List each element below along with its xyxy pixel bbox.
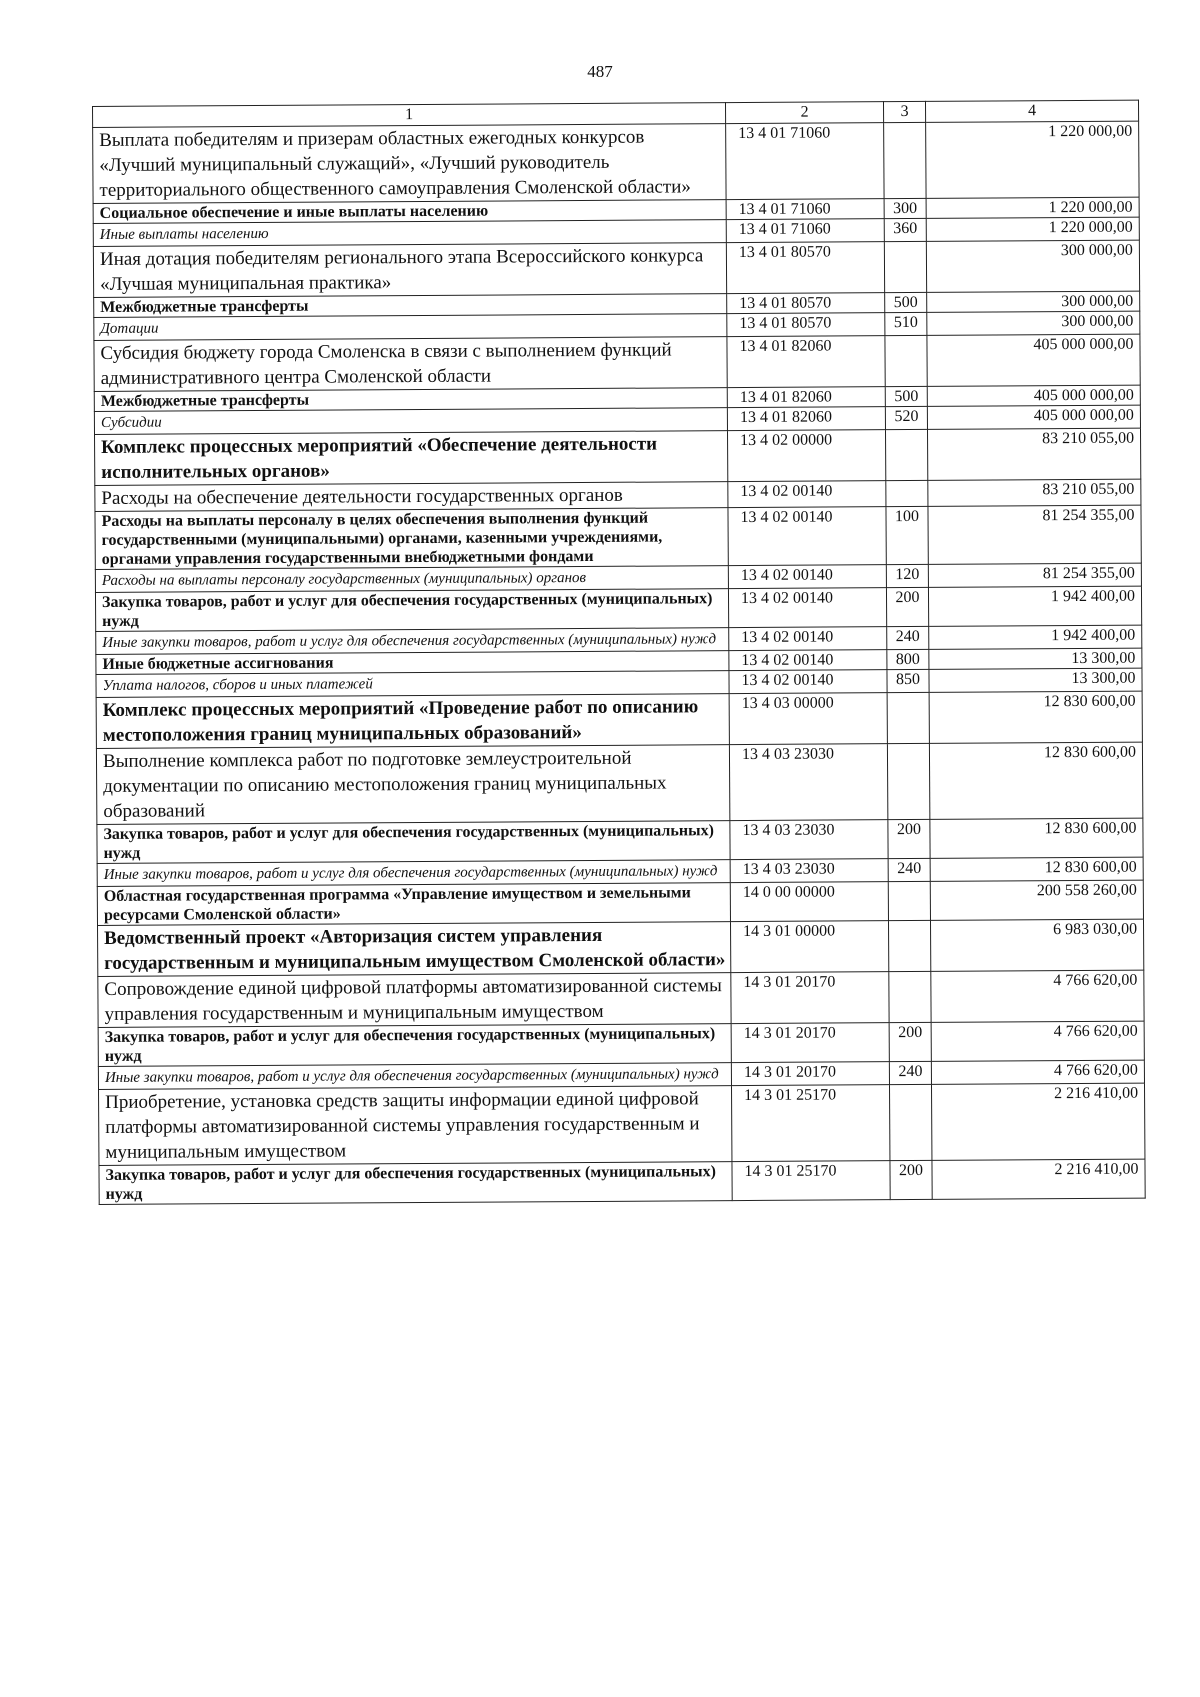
table-row: [98, 919, 1144, 976]
header-col-3: 3: [883, 101, 925, 122]
row-expense-type-cell: 510: [885, 312, 927, 335]
row-code-cell: 13 4 01 71060: [726, 219, 884, 243]
row-code-cell: 14 3 01 20170: [731, 972, 889, 1024]
row-expense-type-cell: [889, 1084, 931, 1160]
row-amount-cell: 405 000 000,00: [927, 385, 1140, 406]
row-name-cell: Расходы на выплаты персоналу в целях обеспечения выполнения функций государственными (муниципальными) органами, казенными учреждениями, органами управления государственными внебюджетными фондами: [95, 508, 728, 570]
budget-table: [92, 100, 1146, 1205]
table-body: [93, 121, 1146, 1204]
row-amount-cell: 13 300,00: [929, 648, 1142, 669]
row-amount-cell: 2 216 410,00: [932, 1159, 1145, 1199]
row-code-cell: 13 4 01 80570: [727, 293, 885, 314]
page-number: 487: [587, 62, 613, 81]
row-amount-cell: 1 942 400,00: [928, 586, 1141, 626]
row-amount-cell: 12 830 600,00: [930, 818, 1143, 858]
row-code-cell: 13 4 02 00140: [729, 670, 887, 694]
row-amount-cell: 6 983 030,00: [930, 919, 1143, 971]
row-amount-cell: 300 000,00: [927, 291, 1140, 312]
row-expense-type-cell: [887, 743, 929, 819]
row-code-cell: 14 3 01 20170: [731, 1062, 889, 1086]
row-code-cell: 13 4 01 82060: [727, 336, 885, 388]
row-name-cell: Социальное обеспечение и иные выплаты населению: [93, 200, 726, 224]
row-name-cell: Иные закупки товаров, работ и услуг для обеспечения государственных (муниципальных) нужд: [98, 1063, 731, 1090]
table-row: [95, 505, 1141, 569]
row-expense-type-cell: [888, 920, 930, 971]
row-name-cell: Иные выплаты населению: [93, 220, 726, 247]
row-expense-type-cell: 240: [887, 626, 929, 649]
row-expense-type-cell: 300: [884, 198, 926, 218]
row-code-cell: 14 3 01 25170: [732, 1161, 890, 1201]
row-amount-cell: 12 830 600,00: [929, 691, 1142, 743]
row-code-cell: 13 4 01 71060: [726, 199, 884, 220]
row-expense-type-cell: 850: [887, 669, 929, 692]
header-col-1: 1: [93, 103, 726, 128]
row-amount-cell: 4 766 620,00: [931, 1021, 1144, 1061]
row-expense-type-cell: [887, 692, 929, 743]
table-row: [97, 880, 1143, 925]
row-code-cell: 14 3 01 20170: [731, 1023, 889, 1063]
table-row: [99, 1159, 1145, 1204]
row-expense-type-cell: 200: [886, 587, 928, 626]
header-col-2: 2: [725, 102, 883, 124]
row-name-cell: Закупка товаров, работ и услуг для обеспечения государственных (муниципальных) нужд: [95, 589, 728, 632]
row-amount-cell: 12 830 600,00: [930, 857, 1143, 881]
row-expense-type-cell: 120: [886, 564, 928, 587]
row-name-cell: Приобретение, установка средств защиты информации единой цифровой платформы автоматизированной системы управления государственным и муниципальным имуществом: [99, 1086, 732, 1166]
row-name-cell: Иная дотация победителям регионального этапа Всероссийского конкурса «Лучшая муниципальная практика»: [93, 243, 726, 298]
row-name-cell: Областная государственная программа «Управление имуществом и земельными ресурсами Смоленской области»: [97, 883, 730, 926]
row-amount-cell: 200 558 260,00: [930, 880, 1143, 920]
row-expense-type-cell: 200: [888, 819, 930, 858]
row-code-cell: 13 4 03 23030: [730, 820, 888, 860]
row-code-cell: 13 4 01 82060: [727, 387, 885, 408]
row-name-cell: Уплата налогов, сборов и иных платежей: [96, 671, 729, 698]
row-amount-cell: 405 000 000,00: [927, 405, 1140, 429]
row-amount-cell: 1 220 000,00: [926, 121, 1139, 198]
row-expense-type-cell: 500: [885, 292, 927, 312]
row-code-cell: 13 4 01 80570: [727, 313, 885, 337]
row-expense-type-cell: 500: [885, 386, 927, 406]
row-code-cell: 13 4 03 00000: [729, 693, 887, 745]
table-row: [99, 1083, 1145, 1165]
row-name-cell: Расходы на выплаты персоналу государственных (муниципальных) органов: [95, 566, 728, 593]
row-name-cell: Иные закупки товаров, работ и услуг для обеспечения государственных (муниципальных) нужд: [97, 860, 730, 887]
row-expense-type-cell: [884, 241, 926, 292]
row-amount-cell: 4 766 620,00: [931, 970, 1144, 1022]
row-name-cell: Комплекс процессных мероприятий «Проведение работ по описанию местоположения границ муниципальных образований»: [96, 694, 729, 749]
table-row: [96, 691, 1142, 748]
table-row: [98, 1021, 1144, 1066]
row-code-cell: 13 4 01 80570: [726, 242, 884, 294]
table-row: [95, 586, 1141, 631]
row-name-cell: Иные бюджетные ассигнования: [96, 651, 729, 675]
row-code-cell: 13 4 01 71060: [726, 123, 884, 200]
row-expense-type-cell: [889, 971, 931, 1022]
row-name-cell: Сопровождение единой цифровой платформы автоматизированной системы управления государственным и муниципальным имуществом: [98, 973, 731, 1028]
row-code-cell: 13 4 01 82060: [727, 407, 885, 431]
row-name-cell: Дотации: [94, 314, 727, 341]
row-amount-cell: 405 000 000,00: [927, 334, 1140, 386]
row-code-cell: 13 4 02 00140: [729, 627, 887, 651]
row-expense-type-cell: [886, 480, 928, 506]
row-name-cell: Ведомственный проект «Авторизация систем управления государственным и муниципальным имуществом Смоленской области»: [98, 922, 731, 977]
row-name-cell: Комплекс процессных мероприятий «Обеспечение деятельности исполнительных органов»: [95, 431, 728, 486]
row-amount-cell: 81 254 355,00: [928, 563, 1141, 587]
row-amount-cell: 83 210 055,00: [927, 428, 1140, 480]
row-expense-type-cell: 240: [889, 1061, 931, 1084]
row-expense-type-cell: 360: [884, 218, 926, 241]
row-expense-type-cell: [888, 881, 930, 920]
row-amount-cell: 12 830 600,00: [929, 742, 1142, 819]
row-amount-cell: 1 220 000,00: [926, 217, 1139, 241]
row-name-cell: Межбюджетные трансферты: [94, 294, 727, 318]
table-row: [93, 121, 1139, 203]
row-name-cell: Закупка товаров, работ и услуг для обеспечения государственных (муниципальных) нужд: [98, 1024, 731, 1067]
row-amount-cell: 300 000,00: [926, 240, 1139, 292]
row-name-cell: Расходы на обеспечение деятельности государственных органов: [95, 482, 728, 512]
table-row: [97, 818, 1143, 863]
row-name-cell: Субсидия бюджету города Смоленска в связи с выполнением функций административного центра Смоленской области: [94, 337, 727, 392]
row-code-cell: 13 4 02 00140: [728, 481, 886, 508]
row-code-cell: 14 0 00 00000: [730, 882, 888, 922]
row-amount-cell: 1 942 400,00: [929, 625, 1142, 649]
row-code-cell: 13 4 03 23030: [729, 744, 887, 821]
row-code-cell: 13 4 02 00140: [729, 650, 887, 671]
row-name-cell: Выполнение комплекса работ по подготовке землеустроительной документации по описанию местоположения границ муниципальных образований: [96, 745, 729, 825]
row-amount-cell: 2 216 410,00: [931, 1083, 1144, 1160]
row-expense-type-cell: 240: [888, 858, 930, 881]
row-expense-type-cell: 100: [886, 506, 928, 564]
row-expense-type-cell: [884, 122, 926, 198]
header-col-4: 4: [925, 100, 1138, 122]
budget-table-container: [92, 100, 1145, 1205]
row-expense-type-cell: 520: [885, 406, 927, 429]
row-expense-type-cell: 200: [889, 1022, 931, 1061]
row-name-cell: Закупка товаров, работ и услуг для обеспечения государственных (муниципальных) нужд: [97, 821, 730, 864]
row-amount-cell: 83 210 055,00: [928, 479, 1141, 506]
row-code-cell: 13 4 02 00140: [728, 507, 886, 566]
row-amount-cell: 4 766 620,00: [931, 1060, 1144, 1084]
row-amount-cell: 13 300,00: [929, 668, 1142, 692]
row-name-cell: Субсидии: [94, 408, 727, 435]
row-expense-type-cell: 200: [890, 1160, 932, 1199]
row-code-cell: 13 4 02 00140: [728, 588, 886, 628]
row-name-cell: Закупка товаров, работ и услуг для обеспечения государственных (муниципальных) нужд: [99, 1162, 732, 1205]
row-name-cell: Межбюджетные трансферты: [94, 388, 727, 412]
table-row: [95, 428, 1141, 485]
row-code-cell: 13 4 02 00000: [727, 430, 885, 482]
table-row: [98, 970, 1144, 1027]
row-name-cell: Выплата победителям и призерам областных ежегодных конкурсов «Лучший муниципальный служащий», «Лучший руководитель территориального общественного самоуправления Смоленской области»: [93, 124, 726, 204]
row-expense-type-cell: 800: [887, 649, 929, 669]
row-name-cell: Иные закупки товаров, работ и услуг для обеспечения государственных (муниципальных) нужд: [96, 628, 729, 655]
table-row: [94, 334, 1140, 391]
table-row: [93, 240, 1139, 297]
row-amount-cell: 81 254 355,00: [928, 505, 1141, 564]
row-code-cell: 14 3 01 00000: [730, 921, 888, 973]
row-expense-type-cell: [885, 335, 927, 386]
row-code-cell: 14 3 01 25170: [731, 1085, 889, 1162]
row-code-cell: 13 4 02 00140: [728, 565, 886, 589]
row-amount-cell: 300 000,00: [927, 311, 1140, 335]
table-row: [96, 742, 1142, 824]
row-expense-type-cell: [885, 429, 927, 480]
row-code-cell: 13 4 03 23030: [730, 859, 888, 883]
row-amount-cell: 1 220 000,00: [926, 197, 1139, 218]
